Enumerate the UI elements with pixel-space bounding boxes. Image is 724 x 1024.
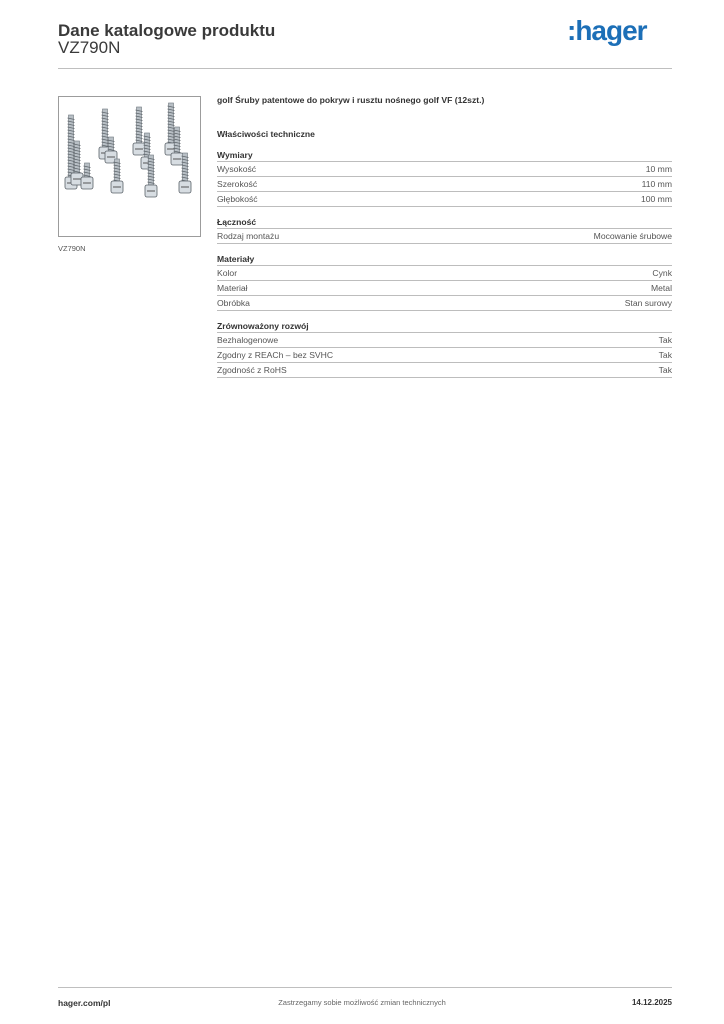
spec-value: Cynk <box>652 268 672 278</box>
spec-value: 100 mm <box>640 194 672 204</box>
spec-group-sustainability <box>217 320 672 378</box>
spec-group-materials <box>217 253 672 311</box>
spec-group-connectivity <box>217 216 672 244</box>
spec-value: 10 mm <box>645 164 672 174</box>
spec-value: Stan surowy <box>624 298 672 308</box>
screws-product-photo-icon <box>59 97 200 236</box>
spec-row <box>217 348 672 363</box>
spec-value: Metal <box>650 283 672 293</box>
spec-value: Tak <box>658 350 672 360</box>
product-code: VZ790N <box>58 38 121 57</box>
spec-label: Szerokość <box>217 179 258 189</box>
header-divider <box>58 68 672 69</box>
spec-row <box>217 281 672 296</box>
spec-label: Materiał <box>217 283 248 293</box>
spec-group-dimensions <box>217 149 672 207</box>
spec-content <box>217 94 672 387</box>
spec-row <box>217 296 672 311</box>
spec-value: 110 mm <box>641 179 672 189</box>
spec-label: Bezhalogenowe <box>217 335 279 345</box>
spec-label: Zgodny z REACh – bez SVHC <box>217 350 334 360</box>
hager-logo <box>567 14 657 48</box>
product-image <box>58 96 201 237</box>
spec-row <box>217 192 672 207</box>
product-name: golf Śruby patentowe do pokryw i rusztu nośnego golf VF (12szt.) <box>217 95 485 105</box>
spec-label: Rodzaj montażu <box>217 231 280 241</box>
footer-divider <box>58 987 672 988</box>
spec-label: Wysokość <box>217 164 257 174</box>
spec-label: Obróbka <box>217 298 250 308</box>
spec-row <box>217 229 672 244</box>
footer-disclaimer: Zastrzegamy sobie możliwość zmian technicznych <box>278 998 446 1007</box>
spec-row <box>217 266 672 281</box>
spec-value: Mocowanie śrubowe <box>593 231 672 241</box>
spec-label: Głębokość <box>217 194 258 204</box>
spec-row <box>217 177 672 192</box>
image-caption: VZ790N <box>58 244 86 253</box>
group-title: Zrównoważony rozwój <box>217 320 672 333</box>
logo-text: :hager <box>567 15 647 46</box>
screw-shaft <box>183 153 188 183</box>
group-title: Łączność <box>217 216 672 229</box>
spec-label: Kolor <box>217 268 238 278</box>
group-title: Wymiary <box>217 149 672 162</box>
footer-date: 14.12.2025 <box>631 998 672 1007</box>
section-heading: Właściwości techniczne <box>217 129 315 139</box>
spec-row <box>217 363 672 378</box>
spec-label: Zgodność z RoHS <box>217 365 287 375</box>
spec-value: Tak <box>658 335 672 345</box>
footer-website-link[interactable]: hager.com/pl <box>58 998 111 1008</box>
group-title: Materiały <box>217 253 672 266</box>
spec-row <box>217 162 672 177</box>
page-title: Dane katalogowe produktu <box>58 21 276 40</box>
spec-value: Tak <box>658 365 672 375</box>
screw-shaft <box>75 141 80 175</box>
spec-row <box>217 333 672 348</box>
